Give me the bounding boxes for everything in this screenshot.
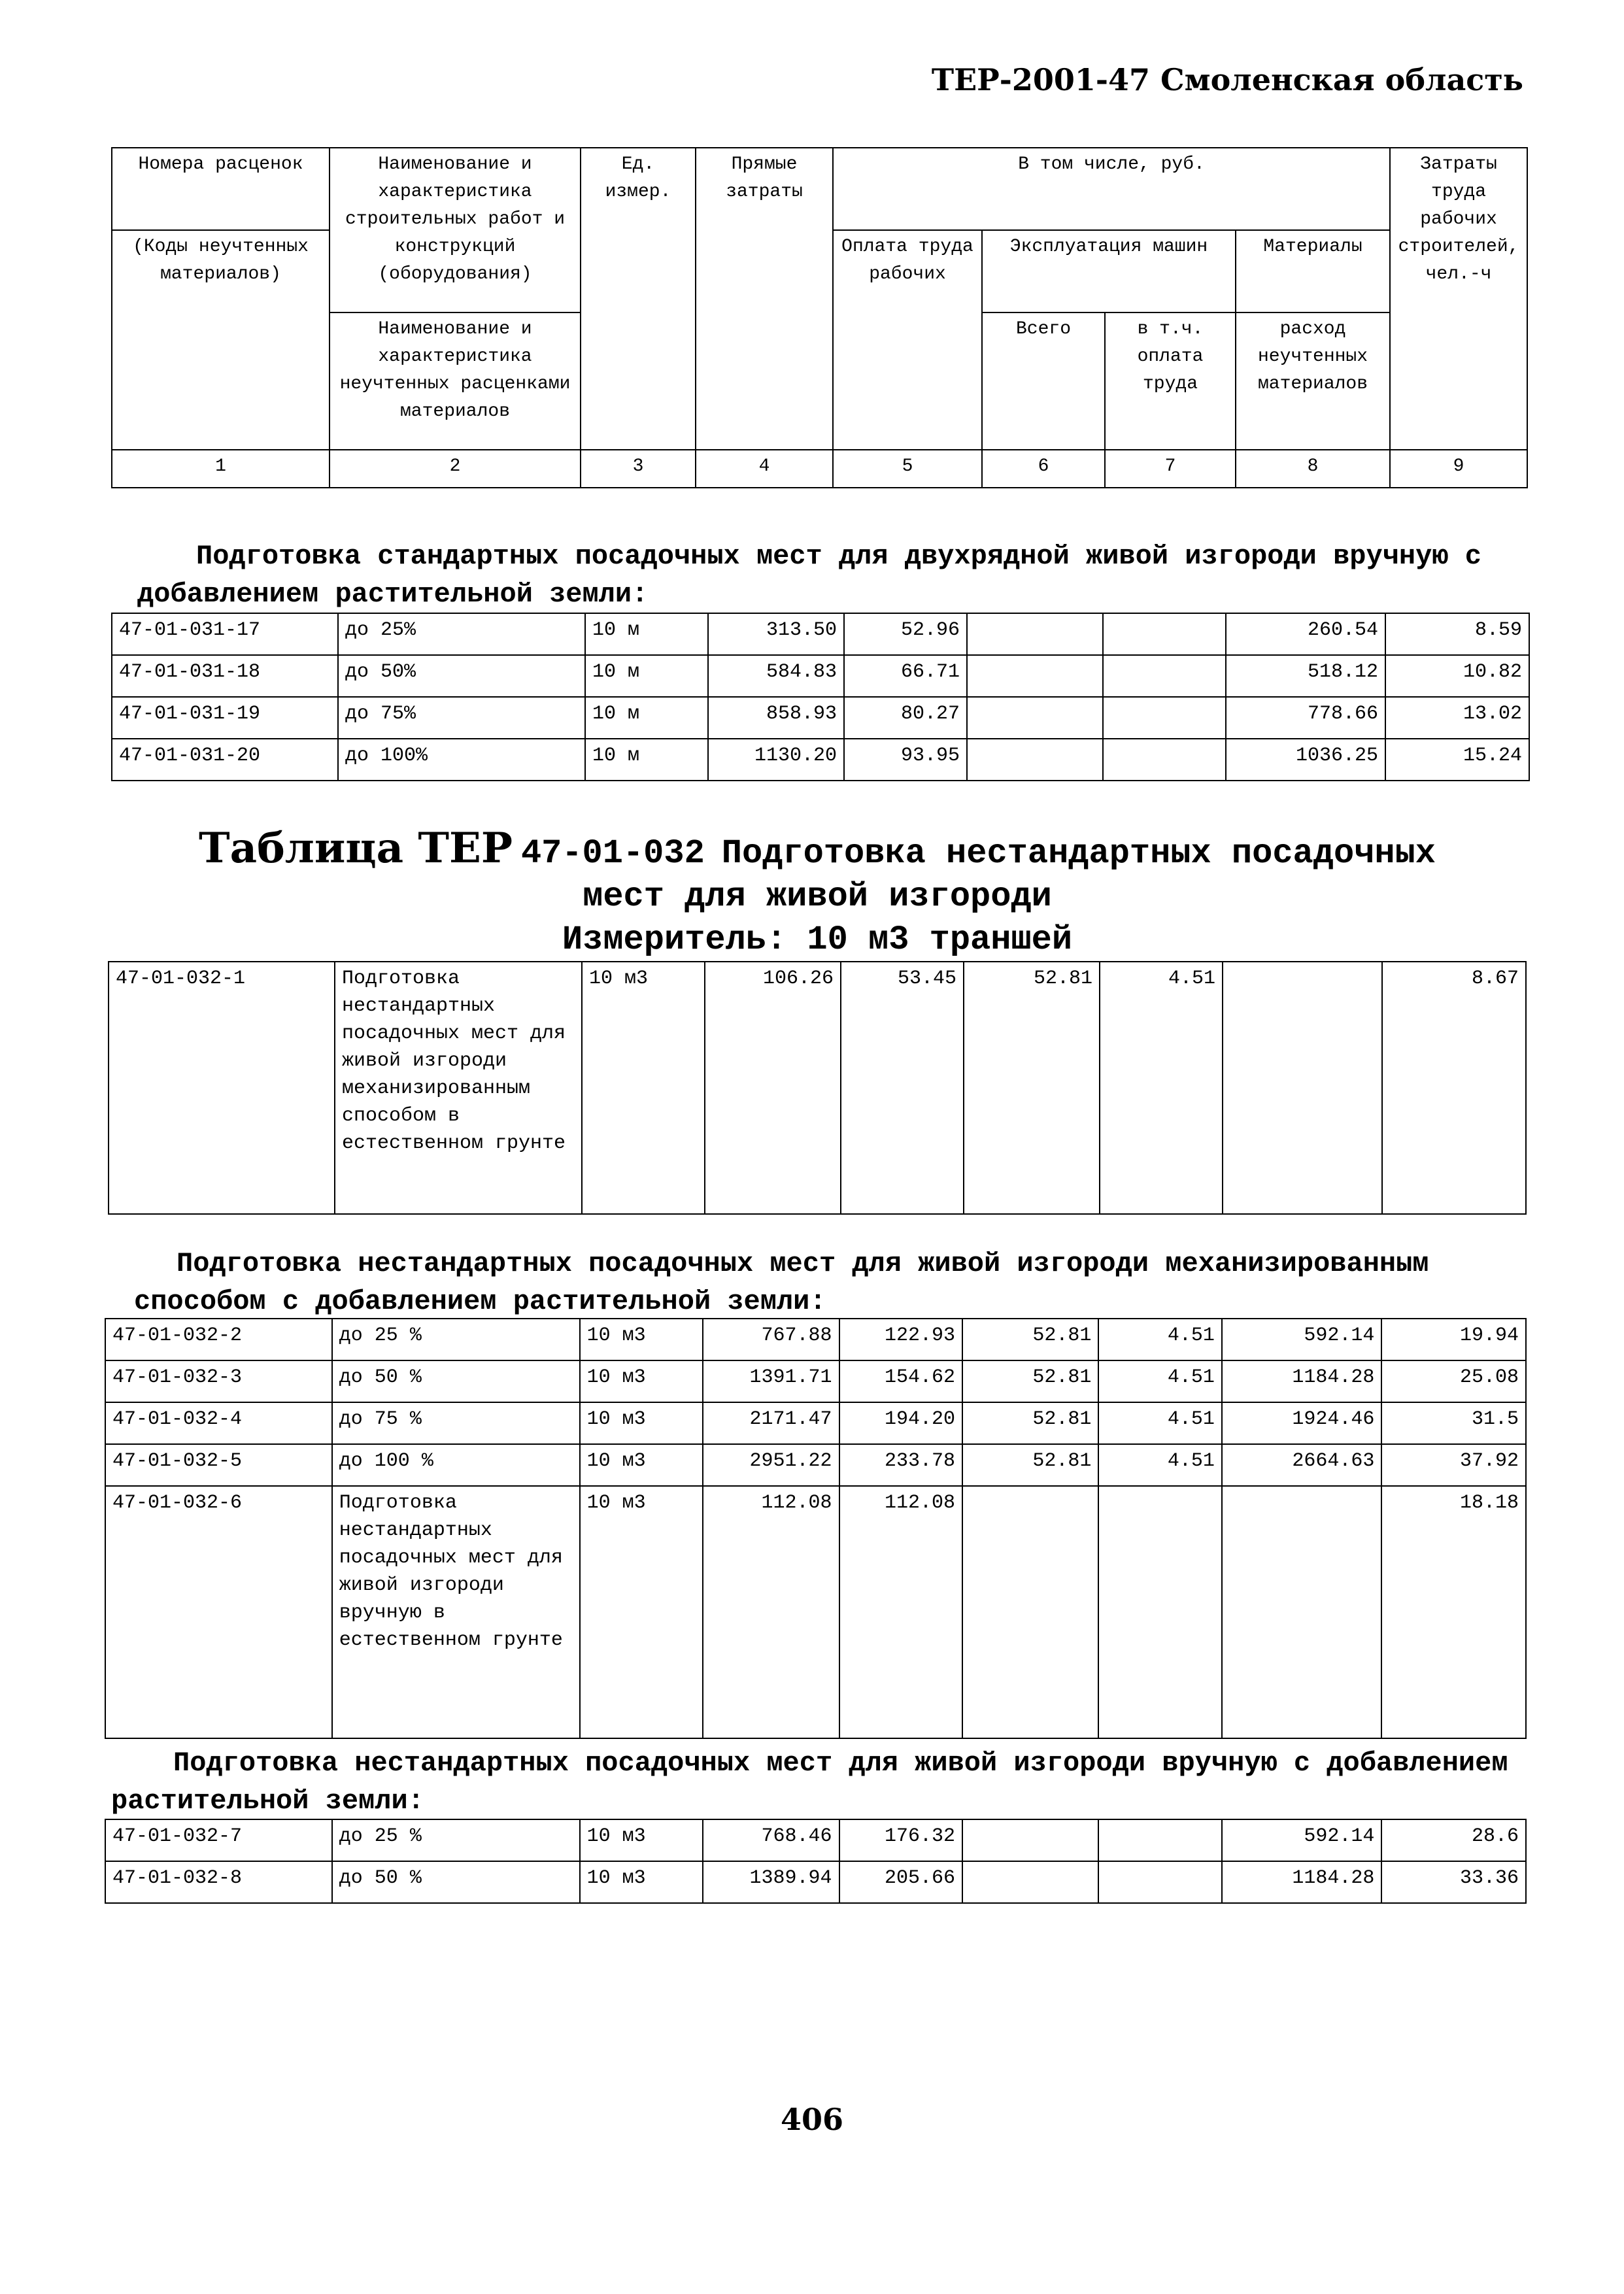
table-title-code: 47-01-032	[520, 834, 705, 873]
column-number: 3	[581, 450, 696, 488]
table-cell	[1098, 1861, 1221, 1903]
table-cell: до 50 %	[332, 1861, 580, 1903]
table-cell: 4.51	[1098, 1402, 1221, 1444]
table-cell: 52.81	[962, 1319, 1098, 1360]
table-cell: 47-01-031-18	[112, 655, 338, 697]
column-number: 1	[112, 450, 330, 488]
column-number: 7	[1105, 450, 1236, 488]
table-cell: 584.83	[708, 655, 844, 697]
table-row	[109, 962, 1526, 1214]
table-cell: 47-01-032-5	[105, 1444, 332, 1486]
table-cell: 33.36	[1381, 1861, 1526, 1903]
table-cell: 106.26	[705, 962, 841, 1214]
table-cell: Подготовка нестандартных посадочных мест для живой изгороди механизированным способом в естественном грунте	[335, 962, 582, 1214]
table-cell: 10 м	[585, 655, 708, 697]
table-cell: 8.67	[1382, 962, 1526, 1214]
table-cell: 122.93	[839, 1319, 962, 1360]
table-cell: 205.66	[839, 1861, 962, 1903]
table-cell: 8.59	[1385, 613, 1529, 655]
table-cell: 2664.63	[1222, 1444, 1382, 1486]
table-cell: 518.12	[1226, 655, 1385, 697]
table-cell: 10 м3	[580, 1861, 703, 1903]
page-number: 406	[780, 2102, 844, 2137]
table-cell: 592.14	[1222, 1819, 1382, 1861]
table-cell	[1098, 1819, 1221, 1861]
table-row	[105, 1486, 1526, 1738]
table-cell: до 50%	[338, 655, 585, 697]
table-cell: 52.81	[962, 1402, 1098, 1444]
column-number: 8	[1236, 450, 1390, 488]
table-cell: 112.08	[839, 1486, 962, 1738]
table-cell	[1103, 697, 1226, 739]
table-cell: до 75 %	[332, 1402, 580, 1444]
table-cell: 176.32	[839, 1819, 962, 1861]
table-cell: 1036.25	[1226, 739, 1385, 781]
table-row	[105, 1360, 1526, 1402]
table-cell	[962, 1861, 1098, 1903]
table-cell: 52.81	[964, 962, 1100, 1214]
table-cell: 47-01-032-4	[105, 1402, 332, 1444]
header-unit: Ед. измер.	[581, 148, 696, 450]
table-row	[112, 613, 1529, 655]
table-cell: 47-01-032-6	[105, 1486, 332, 1738]
table-cell: 592.14	[1222, 1319, 1382, 1360]
header-direct-costs: Прямые затраты	[696, 148, 833, 450]
table-cell	[1103, 613, 1226, 655]
table-cell: 25.08	[1381, 1360, 1526, 1402]
table-cell: 13.02	[1385, 697, 1529, 739]
table-cell: 10 м3	[580, 1402, 703, 1444]
table-row	[112, 739, 1529, 781]
table-row	[105, 1819, 1526, 1861]
header-machine-operation: Эксплуатация машин	[982, 230, 1236, 312]
table-cell: 4.51	[1100, 962, 1223, 1214]
header-material-names: Наименование и характеристика неучтенных расценками материалов	[330, 312, 581, 450]
table-cell: Подготовка нестандартных посадочных мест для живой изгороди вручную в естественном грунте	[332, 1486, 580, 1738]
table-cell	[967, 739, 1103, 781]
table-title-prefix: Таблица ТЕР	[199, 824, 513, 873]
column-number: 4	[696, 450, 833, 488]
table-cell: 66.71	[844, 655, 967, 697]
table-cell: 10 м3	[582, 962, 705, 1214]
table-cell: 10 м3	[580, 1819, 703, 1861]
table-row	[112, 697, 1529, 739]
table-cell: 52.96	[844, 613, 967, 655]
table-cell: 47-01-031-20	[112, 739, 338, 781]
table-cell: 1389.94	[703, 1861, 839, 1903]
section1-table	[111, 613, 1530, 781]
table-cell	[1103, 655, 1226, 697]
table-cell: 18.18	[1381, 1486, 1526, 1738]
table-title-name-line2: мест для живой изгороди	[583, 877, 1052, 916]
table-cell	[962, 1486, 1098, 1738]
header-materials: Материалы	[1236, 230, 1390, 312]
table-cell: 112.08	[703, 1486, 839, 1738]
table-cell: 2951.22	[703, 1444, 839, 1486]
table-cell: 1184.28	[1222, 1861, 1382, 1903]
table-cell: 10 м3	[580, 1444, 703, 1486]
table-cell: 10 м3	[580, 1319, 703, 1360]
table-cell: до 25 %	[332, 1319, 580, 1360]
table-cell	[1098, 1486, 1221, 1738]
header-worker-pay: Оплата труда рабочих	[833, 230, 982, 450]
header-rate-number: Номера расценок	[112, 148, 330, 230]
table-cell: 80.27	[844, 697, 967, 739]
table-cell: 858.93	[708, 697, 844, 739]
table-cell: 1184.28	[1222, 1360, 1382, 1402]
table-cell: 47-01-031-17	[112, 613, 338, 655]
table-cell: 52.81	[962, 1360, 1098, 1402]
table-cell: 53.45	[841, 962, 964, 1214]
header-labor-costs: Затраты труда рабочих строителей, чел.-ч	[1390, 148, 1527, 450]
table-cell	[1222, 1486, 1382, 1738]
section3-heading: Подготовка нестандартных посадочных мест для живой изгороди механизированным способом с добавлением растительной земли:	[134, 1248, 1429, 1317]
table-row	[105, 1319, 1526, 1360]
table-cell: до 50 %	[332, 1360, 580, 1402]
column-header-table	[111, 147, 1528, 488]
table-cell: 47-01-032-2	[105, 1319, 332, 1360]
section1-heading: Подготовка стандартных посадочных мест для двухрядной живой изгороди вручную с добавлением растительной земли:	[137, 541, 1481, 610]
table-cell: 15.24	[1385, 739, 1529, 781]
table-cell: 767.88	[703, 1319, 839, 1360]
table-cell	[1223, 962, 1382, 1214]
table-cell: 10 м3	[580, 1360, 703, 1402]
table-title-measure: Измеритель: 10 м3 траншей	[562, 920, 1073, 959]
table-cell: до 100%	[338, 739, 585, 781]
table-cell: 1924.46	[1222, 1402, 1382, 1444]
table-cell: 47-01-032-3	[105, 1360, 332, 1402]
table-row	[105, 1402, 1526, 1444]
table-cell: до 25 %	[332, 1819, 580, 1861]
section4-table	[105, 1819, 1527, 1904]
table-cell: до 25%	[338, 613, 585, 655]
table-cell	[967, 697, 1103, 739]
section3-table	[105, 1318, 1527, 1739]
header-machines-total: Всего	[982, 312, 1105, 450]
table-cell: 768.46	[703, 1819, 839, 1861]
table-cell: 47-01-032-7	[105, 1819, 332, 1861]
page-header-title: ТЕР-2001-47 Смоленская область	[931, 62, 1523, 97]
table-cell: 19.94	[1381, 1319, 1526, 1360]
table-cell: 154.62	[839, 1360, 962, 1402]
column-number: 2	[330, 450, 581, 488]
section4-heading: Подготовка нестандартных посадочных мест для живой изгороди вручную с добавлением растительной земли:	[111, 1747, 1508, 1817]
table-cell	[962, 1819, 1098, 1861]
column-number: 9	[1390, 450, 1527, 488]
table-cell: 10 м3	[580, 1486, 703, 1738]
table-cell: 47-01-032-1	[109, 962, 335, 1214]
table-row	[112, 655, 1529, 697]
table-cell: 4.51	[1098, 1319, 1221, 1360]
table-cell: 1391.71	[703, 1360, 839, 1402]
section2-table	[108, 961, 1527, 1215]
table-cell	[967, 613, 1103, 655]
table-cell: 28.6	[1381, 1819, 1526, 1861]
table-cell: 2171.47	[703, 1402, 839, 1444]
table-cell: 10 м	[585, 739, 708, 781]
table-cell: 233.78	[839, 1444, 962, 1486]
table-cell: 10 м	[585, 697, 708, 739]
column-number: 5	[833, 450, 982, 488]
table-cell: 31.5	[1381, 1402, 1526, 1444]
table-cell: 47-01-032-8	[105, 1861, 332, 1903]
header-materials-usage: расход неучтенных материалов	[1236, 312, 1390, 450]
table-cell: 47-01-031-19	[112, 697, 338, 739]
column-number: 6	[982, 450, 1105, 488]
table-title-name: Подготовка нестандартных посадочных	[721, 834, 1436, 873]
table-cell: 194.20	[839, 1402, 962, 1444]
header-including-group: В том числе, руб.	[833, 148, 1390, 230]
header-material-codes: (Коды неучтенных материалов)	[112, 230, 330, 450]
table-cell: 1130.20	[708, 739, 844, 781]
table-cell: 93.95	[844, 739, 967, 781]
table-cell: 37.92	[1381, 1444, 1526, 1486]
table-cell: до 75%	[338, 697, 585, 739]
table-cell: до 100 %	[332, 1444, 580, 1486]
table-title-block	[105, 824, 1530, 962]
table-cell	[1103, 739, 1226, 781]
table-cell: 313.50	[708, 613, 844, 655]
table-row	[105, 1444, 1526, 1486]
table-cell	[967, 655, 1103, 697]
table-cell: 4.51	[1098, 1444, 1221, 1486]
table-cell: 778.66	[1226, 697, 1385, 739]
table-cell: 52.81	[962, 1444, 1098, 1486]
header-work-name: Наименование и характеристика строительных работ и конструкций (оборудования)	[330, 148, 581, 312]
header-machines-pay: в т.ч. оплата труда	[1105, 312, 1236, 450]
table-cell: 4.51	[1098, 1360, 1221, 1402]
table-row	[105, 1861, 1526, 1903]
table-cell: 10.82	[1385, 655, 1529, 697]
table-cell: 10 м	[585, 613, 708, 655]
table-cell: 260.54	[1226, 613, 1385, 655]
